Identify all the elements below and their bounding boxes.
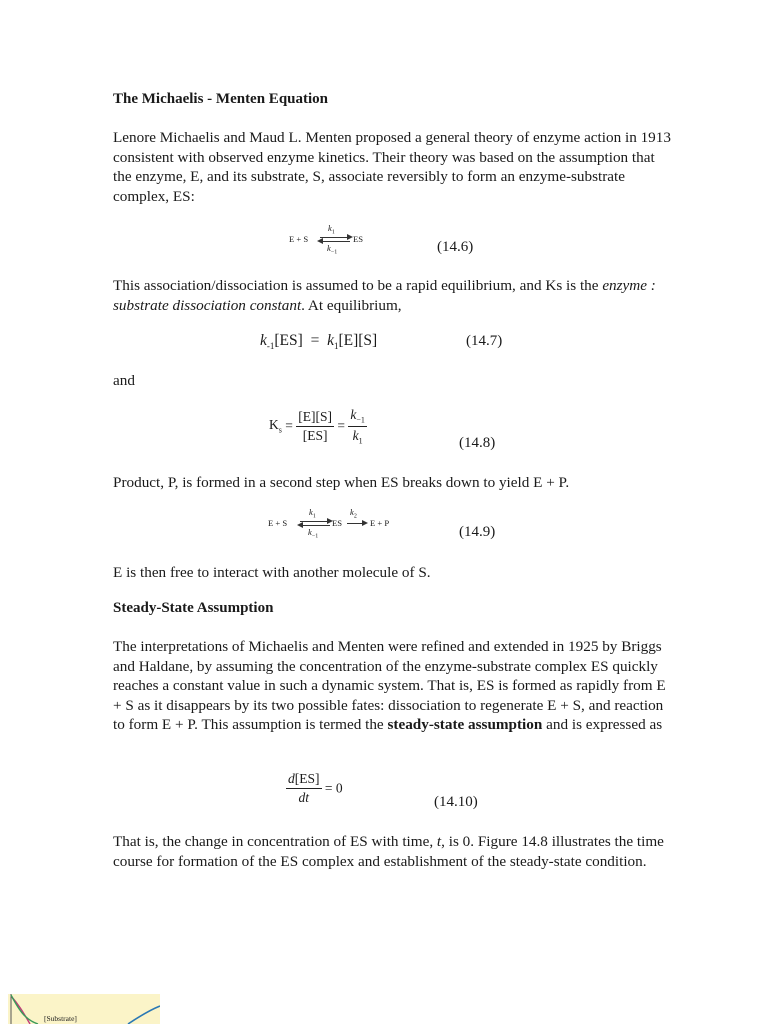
- paragraph-intro: Lenore Michaelis and Maud L. Menten proposed a general theory of enzyme action in 1913 consistent with observed enzyme kinetics. Their theory was based on the assumption that the enzyme, E, and its substrate, S, associate reversibly to form an enzyme-substrate complex, ES:: [113, 129, 671, 205]
- eq147-k-a-sub: -1: [266, 341, 275, 352]
- para6-text-a: That is, the change in concentration of ES with time,: [113, 833, 437, 850]
- eq149-km1: k: [308, 527, 312, 537]
- equation-number-14-9: (14.9): [459, 524, 496, 540]
- eq149-k1: k: [309, 507, 313, 517]
- equation-number-14-10: (14.10): [434, 794, 478, 810]
- para6-text-b: , is 0. Figure 14.8 illustrates the time course for formation of the ES complex and establishment of the steady-state condition.: [113, 833, 664, 870]
- eq148-numerator-2-k: k: [350, 407, 357, 422]
- and-text: and: [113, 372, 135, 389]
- figure-14-8-preview: [8, 994, 160, 1024]
- para2-text-a: This association/dissociation is assumed to be a rapid equilibrium, and Ks is the: [113, 277, 599, 294]
- paragraph-equilibrium: [113, 276, 673, 315]
- paragraph-product: Product, P, is formed in a second step when ES breaks down to yield E + P.: [113, 474, 570, 491]
- para6-italic-t: t: [436, 833, 442, 850]
- eq148-ks: K: [269, 417, 279, 433]
- eq147-k-b-sub: 1: [333, 341, 339, 352]
- paragraph-briggs-haldane: [113, 637, 673, 735]
- eq146-right: ES: [353, 234, 364, 244]
- figure-curve-blue: [128, 1006, 160, 1024]
- eq146-arrowhead-reverse: [317, 238, 323, 244]
- section-heading-michaelis-menten: The Michaelis - Menten Equation: [113, 91, 329, 107]
- para2-text-b: . At equilibrium,: [301, 296, 402, 314]
- eq148-equals-1: =: [285, 418, 293, 434]
- eq149-k2: k: [350, 507, 354, 517]
- eq1410-denominator: dt: [298, 790, 309, 805]
- para5-text-b: and is expressed as: [542, 716, 663, 733]
- eq146-arrow-forward: [320, 237, 350, 238]
- eq149-arrowhead-reverse: [297, 522, 303, 528]
- para2-term-dissociation-constant: enzyme : substrate dissociation constant: [113, 277, 656, 314]
- eq148-denominator-2-k: k: [352, 427, 359, 443]
- eq146-arrow-reverse: [320, 241, 350, 242]
- eq1410-numerator-d: d: [288, 771, 295, 786]
- para5-text-a: The interpretations of Michaelis and Menten were refined and extended in 1925 by Briggs and Haldane, by assuming the concentration of the enzyme-substrate complex ES quickly reaches a constant value in such a dynamic system. That is, ES is formed as rapidly from E + S as it disappears by its two possible fates: dissociation to regenerate E + S, and reaction to form E + P. This assumption is termed the: [113, 638, 666, 733]
- eq146-k-reverse: k: [327, 243, 331, 253]
- eq149-arrow-forward: [300, 521, 330, 522]
- eq149-km1-sub: −1: [311, 533, 319, 540]
- equation-number-14-8: (14.8): [459, 435, 496, 451]
- figure-curve-green: [11, 995, 38, 1024]
- eq149-arrow-reverse: [300, 525, 330, 526]
- eq148-numerator-2-sub: −1: [356, 415, 365, 425]
- eq146-k-forward: k: [328, 223, 332, 233]
- equation-14-10: [286, 771, 343, 806]
- equation-14-6: [289, 223, 369, 256]
- eq148-denominator-2-sub: 1: [358, 436, 363, 446]
- paragraph-time-course: [113, 832, 673, 871]
- eq149-k1-sub: 1: [312, 513, 316, 520]
- eq148-denominator-1: [ES]: [302, 427, 328, 443]
- eq148-fraction-2: [348, 407, 367, 445]
- eq148-ks-sub: s: [278, 426, 282, 436]
- paragraph-free-enzyme: E is then free to interact with another molecule of S.: [113, 564, 431, 581]
- eq146-left: E + S: [289, 234, 309, 244]
- eq149-arrow-k2: [347, 523, 363, 524]
- eq149-mid: ES: [332, 518, 343, 528]
- equation-number-14-6: (14.6): [437, 239, 474, 255]
- eq146-k-reverse-sub: −1: [330, 249, 338, 256]
- equation-14-7: [260, 332, 377, 351]
- eq148-equals-2: =: [337, 418, 345, 434]
- eq1410-fraction: [286, 771, 322, 806]
- figure-curves: [8, 994, 160, 1024]
- eq147-expr-a: [ES]: [274, 332, 303, 349]
- equation-number-14-7: (14.7): [466, 333, 503, 349]
- eq148-fraction-1: [296, 409, 334, 444]
- eq147-k-a: k: [260, 332, 267, 349]
- eq147-equals: =: [310, 332, 320, 349]
- eq149-right: E + P: [370, 518, 390, 528]
- section-heading-steady-state: Steady-State Assumption: [113, 600, 274, 616]
- eq146-k-forward-sub: 1: [331, 229, 335, 236]
- eq149-k2-sub: 2: [353, 513, 357, 520]
- eq1410-equals-zero: = 0: [324, 780, 343, 796]
- equation-14-9: [268, 507, 408, 540]
- figure-label-substrate: [Substrate]: [44, 1014, 77, 1023]
- para5-term-steady-state: steady-state assumption: [387, 716, 543, 733]
- equation-14-8: [269, 407, 367, 445]
- eq1410-numerator-rest: [ES]: [294, 771, 320, 786]
- eq148-numerator-1: [E][S]: [296, 409, 334, 427]
- eq147-expr-b: [E][S]: [338, 332, 378, 349]
- eq149-left: E + S: [268, 518, 288, 528]
- eq149-arrowhead-k2: [362, 520, 368, 526]
- eq147-k-b: k: [327, 332, 334, 349]
